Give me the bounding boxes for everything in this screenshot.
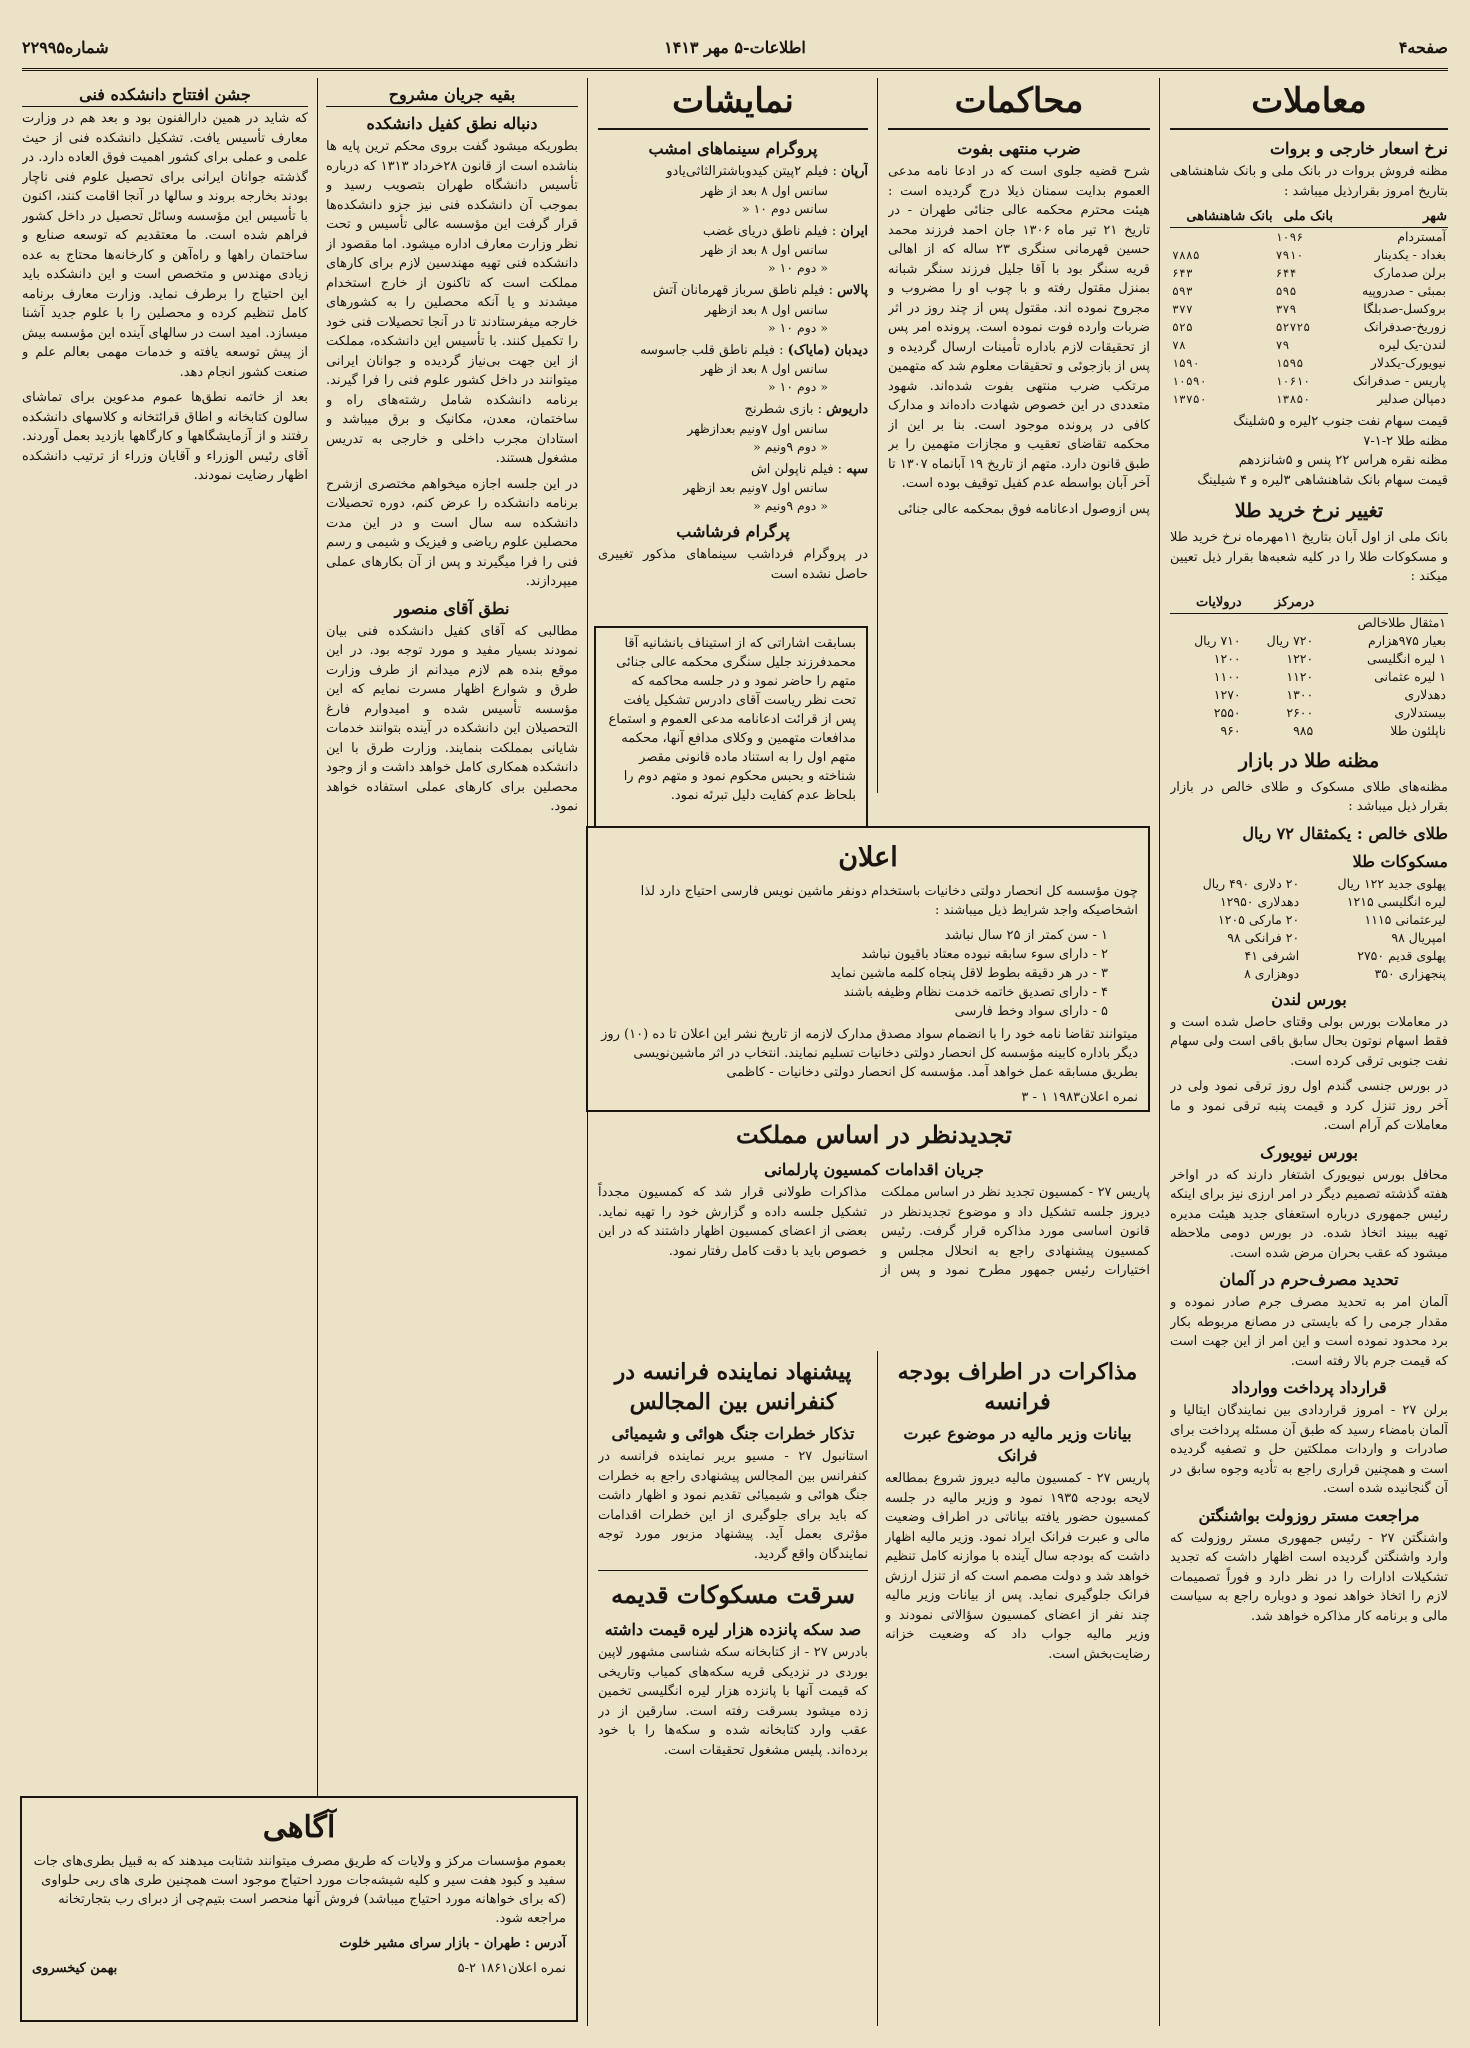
bazaar-title: مظنه طلا در بازار (1238, 749, 1380, 772)
notice-title: آگاهی (262, 1810, 336, 1845)
page-number: صفحه۴ (1398, 37, 1448, 57)
talks-subtitle: بیانات وزیر مالیه در موضوع عبرت فرانک (903, 1424, 1132, 1465)
gold-center (1243, 613, 1316, 632)
rate-city: بمبئی - صدروپیه (1361, 283, 1446, 298)
cinema-time: « دوم ۹ونیم « (753, 438, 828, 454)
rate-melli: ۳۷۹ (1275, 302, 1297, 316)
coin-price: دوهزاری ۸ (1244, 965, 1300, 981)
coin-row (1170, 947, 1448, 965)
cinema-name: دیدبان (مایاک) (787, 342, 868, 358)
gold-item: دهدلاری (1404, 686, 1446, 702)
theft-text: بادرس ۲۷ - از کتابخانه سکه شناسی مشهور لاپین بوردی در نزدیکی قریه سکه‌های کمیاب وتاریخی که قیمت آنها با پانزده هزار لیره انگلیسی تخمین زده میشود بسرقت رفته است. سارقین از در عقب وارد کتابخانه شده و سکه‌ها را با خود برده‌اند. پلیس مشغول تحقیقات است. (598, 1645, 868, 1758)
trade-section-title: معاملات (1170, 78, 1448, 130)
continuation-column (326, 78, 578, 1778)
rates-row (1170, 372, 1448, 390)
proposal-title: پیشنهاد نماینده فرانسه در کنفرانس بین المجالس (614, 1359, 852, 1415)
proposal-text: استانبول ۲۷ - مسیو بریر نماینده فرانسه در کنفرانس بین المجالس پیشنهادی راجع به خطرات جنگ هوائی و شیمیائی تقدیم نمود و اظهار داشت که باید برای جلوگیری از این خطرات اقدامات مؤثری بعمل آید. پیشنهاد مزبور مورد توجه نمایندگان واقع گردید. (598, 1449, 868, 1562)
cinema-time: « دوم ۱۰ « (768, 319, 828, 335)
london-text: در معاملات بورس بولی وقتای حاصل شده است و فقط اسهام نوتون بحال سابق باقی است ولی سهام نفت جنوبی ترقی کرده است. (1170, 1014, 1448, 1069)
cinema-time: سانس اول ۸ بعد از ظهر (700, 182, 828, 198)
rate-shahanshahi (1170, 228, 1274, 247)
speech-title: نطق آقای منصور (394, 598, 510, 618)
rate-city: نیویورک-یکدلار (1370, 355, 1446, 370)
gold-row (1170, 722, 1448, 740)
rates-row (1170, 228, 1448, 247)
program-title: پروگرام سینماهای امشب (648, 139, 818, 158)
rate-city: بغداد - یکدینار (1374, 247, 1446, 262)
rate-melli: ۱۰۹۶ (1275, 230, 1304, 244)
gold-provinces: ۱۲۰۰ (1213, 650, 1241, 666)
rates-row (1170, 318, 1448, 336)
rates-title: نرخ اسعار خارجی و بروات (1269, 139, 1448, 158)
gold-item: ۱مثقال طلاخالص (1357, 614, 1446, 630)
cinema-name: آرپان (840, 164, 868, 179)
column-rule (877, 1351, 878, 2026)
cinema-entry: دیدبان (مایاک) : فیلم ناطق قلب جاسوسه سانس اول ۸ بعد از ظهر « دوم ۱۰ « (598, 341, 868, 397)
notice-number: نمره اعلان۱۸۶۱ ۲-۵ (457, 1961, 566, 1976)
return-text: واشنگتن ۲۷ - رئیس جمهوری مستر روزولت که وارد واشنگتن گردیده است اظهار داشت که تجدید تشکیلات ادارات را در نظر دارد و فوراً تصمیمات لازم را اتخاذ خواهد نمود و دوباره راجع به سیاست مالی و برنامه کار مذاکره خواهد شد. (1170, 1530, 1448, 1624)
ad-item: ۱ - سن کمتر از ۲۵ سال نباشد (944, 928, 1108, 943)
rate-shahanshahi: ۵۲۵ (1172, 320, 1193, 334)
rate-melli: ۱۰۶۱۰ (1275, 374, 1311, 388)
rate-melli: ۵۲۷۲۵ (1275, 320, 1311, 334)
gold-center: ۷۲۰ ریال (1266, 632, 1314, 648)
coins-table (1170, 875, 1448, 983)
newspaper-page (22, 26, 1448, 2026)
cinema-entry: ایران : فیلم ناطق دریای غضب سانس اول ۸ بعد از ظهر « دوم ۱۰ « (598, 222, 868, 278)
bazaar-text: مظنه‌های طلای مسکوک و طلای خالص در بازار بقرار ذیل میباشد : (1170, 779, 1448, 814)
coin-price: پهلوی جدید ۱۲۲ ریال (1337, 875, 1446, 891)
coin-row (1170, 893, 1448, 911)
gold-provinces: ۲۵۵۰ (1213, 704, 1241, 720)
cinema-time: سانس دوم ۱۰ « (741, 200, 828, 216)
cinema-time: « دوم ۱۰ « (768, 379, 828, 394)
opening-text-2: بعد از خاتمه نطق‌ها عموم مدعوین برای تماشای سالون کتابخانه و اطاق قرائتخانه و کلاسهای دانشکده رفتند و از آزمایشگاهها و کارگاهها بازدید بعمل آوردند. آقای رئیس الوزراء و آقایان وزراء از ترتیب دانشکده اظهار رضایت نمودند. (22, 390, 308, 483)
theft-subtitle: صد سکه پانزده هزار لیره قیمت داشته (604, 1620, 862, 1639)
cinema-film: فیلم ناپولن اش (750, 461, 834, 477)
rates-header: بانک شاهنشاهی (1170, 207, 1274, 228)
revision-text: پاریس ۲۷ - کمسیون تجدید نظر در اساس مملکت دیروز جلسه تشکیل داد و موضوع تجدیدنظر در قانون اساسی مورد مذاکره قرار گرفت. رئیس کمسیون پیشنهادی راجع به انحلال مجلس و اختیارات رئیس جمهور مطرح نمود و پس از مذاکرات طولانی قرار شد که کمسیون مجدداً تشکیل جلسه داده و گزارش خود را تهیه نماید. بعضی از اعضای کمسیون اظهار داشتند که در این خصوص باید با دقت کامل رفتار نمود. (598, 1185, 1150, 1278)
coin-price: دهدلاری ۱۲۹۵۰ (1219, 893, 1300, 909)
rate-city: دمپالن صدلیر (1377, 391, 1446, 406)
rates-row (1170, 282, 1448, 300)
shows-column (598, 78, 868, 618)
gold-item: ناپلئون طلا (1390, 722, 1446, 738)
gold-provinces (1170, 613, 1243, 632)
opening-column (22, 78, 308, 1778)
return-title: مراجعت مستر روزولت بواشنگتن (1198, 1505, 1420, 1525)
masthead (22, 26, 1448, 71)
coin-price: پنجهزاری ۳۵۰ (1374, 965, 1446, 981)
verdict-box (594, 626, 868, 832)
gold-provinces: ۱۲۷۰ (1213, 686, 1241, 702)
case-title: ضرب منتهی بفوت (957, 139, 1081, 158)
gold-row (1170, 632, 1448, 650)
rate-shahanshahi: ۷۸۸۵ (1172, 248, 1200, 262)
coin-price: ۲۰ مارکی ۱۲۰۵ (1218, 911, 1300, 927)
ad-tail: میتوانند تقاضا نامه خود را با انضمام سواد مصدق مدارک لازمه از تاریخ نشر این اعلان تا ده (۱۰) روز دیگر باداره کابینه مؤسسه کل انحصار دولتی دخانیات تسلیم نمایند. انتخاب در اثر ماشین‌نویسی بطریق مسابقه عمل خواهد آمد. مؤسسه کل انحصار دولتی دخانیات - کاظمی (601, 1027, 1138, 1080)
silver-line: مظنه نقره هراس ۲۲ پنس و ۵شانزدهم (1238, 453, 1448, 468)
ad-number: نمره اعلان۱۹۸۳ ۱ - ۳ (1021, 1090, 1138, 1105)
newyork-text: محافل بورس نیویورک اشتغار دارند که در اواخر هفته گذشته تصمیم دیگر در امر ارزی نیز برای اینکه رئیس جمهوری درباره استعفای جدید هیئت مدیره تهیه ببیند اتخاذ شده. در بورس دومی ملاحظه میشود که عقب بحران مرض شده است. (1170, 1167, 1448, 1261)
ad-box (586, 826, 1150, 1112)
rate-melli: ۶۴۴ (1275, 266, 1297, 280)
coin-row (1170, 929, 1448, 947)
coin-row (1170, 911, 1448, 929)
talks-title: مذاکرات در اطراف بودجه فرانسه (897, 1359, 1138, 1415)
rate-melli: ۱۵۹۵ (1275, 356, 1304, 370)
cinema-list (598, 162, 868, 515)
rate-shahanshahi: ۱۳۷۵۰ (1172, 392, 1207, 406)
revision-title: تجدیدنظر در اساس مملکت (736, 1120, 1012, 1149)
cinema-time: سانس اول ۸ بعد از ظهر (700, 242, 828, 257)
theft-title: سرقت مسکوکات قدیمه (611, 1580, 855, 1609)
rate-melli: ۷۹ (1275, 338, 1290, 352)
gold-row (1170, 704, 1448, 722)
rate-shahanshahi: ۷۸ (1172, 338, 1186, 352)
revision-article (598, 1111, 1150, 1341)
rates-intro: مظنه فروش بروات در بانک ملی و بانک شاهنشاهی بتاریخ امروز بقرارذیل میباشد : (1170, 164, 1448, 199)
trade-column (1170, 78, 1448, 2026)
gold-center: ۱۳۰۰ (1286, 686, 1314, 702)
berlin-text: آلمان امر به تحدید مصرف جرم صادر نموده و مقدار جرمی را که بایستی در مصانع مربوطه بکار برد محدود نموده است و این امر از این جهت است که قیمت جرم بالا رفته است. (1170, 1295, 1448, 1369)
gold-row (1170, 668, 1448, 686)
column-rule (317, 78, 318, 1838)
talks-article (885, 1351, 1150, 2026)
cinema-name: پالاس (837, 283, 868, 298)
coin-price: پهلوی قدیم ۲۷۵۰ (1357, 947, 1446, 963)
issue-number: شماره۲۲۹۹۵ (22, 37, 109, 57)
cinema-name: ایران (840, 223, 868, 239)
ad-item: ۲ - دارای سوء سابقه نبوده معتاد باقیون نباشد (861, 947, 1108, 962)
gold-center: ۱۱۲۰ (1286, 668, 1314, 684)
cinema-entry: سپه : فیلم ناپولن اش سانس اول ۷ونیم بعد ازظهر « دوم ۹ونیم « (598, 460, 868, 516)
gold-header: درولایات (1170, 593, 1243, 614)
rate-shahanshahi: ۵۹۳ (1172, 284, 1193, 298)
case-end: پس ازوصول ادعانامه فوق بمحکمه عالی جنائی (897, 501, 1150, 517)
cinema-entry: آرپان : فیلم ۲پیتن کیدوباشترالثاثی‌یادو سانس اول ۸ بعد از ظهر سانس دوم ۱۰ « (598, 162, 868, 218)
courts-section-title: محاکمات (888, 78, 1150, 130)
continuation-subtitle: دنباله نطق کفیل دانشکده (366, 114, 538, 133)
notice-signature: بهمن کیخسروی (32, 1961, 118, 1976)
rates-header: شهر (1334, 207, 1448, 228)
ad-item: ۳ - در هر دقیقه بطوط لاقل پنجاه کلمه ماشین نماید (830, 966, 1108, 981)
coins-title: مسکوکات طلا (1352, 851, 1448, 871)
cinema-time: سانس اول ۸ بعد از ظهر (700, 361, 828, 376)
cinema-time: سانس اول ۷ونیم بعد ازظهر (683, 480, 828, 495)
continuation-title: بقیه جریان مشروح (326, 84, 578, 107)
silver-line: مظنه طلا ۲-۱-۷ (1363, 433, 1448, 449)
rates-row (1170, 264, 1448, 282)
rate-city: بروکسل-صدبلگا (1363, 301, 1446, 316)
circus-text: در پروگرام فرداشب سینماهای مذکور تغییری حاصل نشده است (598, 547, 868, 582)
gold-header (1315, 593, 1448, 614)
berlin-title: تحدید مصرف‌حرم در آلمان (1219, 1270, 1399, 1289)
rates-row (1170, 246, 1448, 264)
newyork-title: بورس نیویورک (1260, 1142, 1358, 1162)
london-text-2: در بورس جنسی گندم اول روز ترقی نمود ولی در آخر روز تنزل کرد و قیمت پنبه ترقی نمود و ما معاملات کم آرام است. (1170, 1079, 1448, 1133)
proposal-article (598, 1351, 868, 2026)
opening-title: جشن افتتاح دانشکده فنی (22, 84, 308, 107)
gold-row (1170, 613, 1448, 632)
cinema-entry: پالاس : فیلم ناطق سرباز قهرمانان آتش سانس اول ۸ بعد ازظهر « دوم ۱۰ « (598, 281, 868, 337)
rate-city: لندن-یک لیره (1378, 337, 1446, 352)
coin-price: ۲۰ دلاری ۴۹۰ ریال (1202, 875, 1300, 891)
rate-shahanshahi: ۳۷۷ (1172, 302, 1193, 316)
gold-row (1170, 686, 1448, 704)
coin-price: اشرفی ۴۱ (1244, 947, 1300, 963)
gold-text: بانک ملی از اول آبان بتاریخ ۱۱مهرماه نرخ خرید طلا و مسکوکات طلا را در کلیه شعبه‌ها بقرار ذیل تعیین میکند : (1170, 530, 1448, 584)
coin-price: لیره انگلیسی ۱۲۱۵ (1346, 893, 1446, 909)
rate-melli: ۵۹۵ (1275, 284, 1297, 298)
rate-melli: ۱۳۸۵۰ (1275, 392, 1311, 406)
continuation-text-2: در این جلسه اجازه میخواهم مختصری ازشرح برنامه دانشکده را عرض کنم، دوره تحصیلات دانشکده سه سال است و در این مدت محصلین علوم ریاضی و فیزیک و شیمی و رسم فنی را فرا میگیرند و پس از آن بکارهای عملی میپردازند. (326, 476, 578, 589)
gold-center: ۲۶۰۰ (1286, 704, 1314, 720)
coin-price: ۲۰ فرانکی ۹۸ (1227, 929, 1300, 945)
courts-column (888, 78, 1150, 618)
gold-provinces: ۱۱۰۰ (1213, 668, 1241, 684)
cinema-film: بازی شطرنج (744, 402, 814, 417)
verdict-text: بسابقت اشاراتی که از استیناف بانشانیه آقا محمدفرزند جلیل سنگری محکمه عالی جنائی متهم را حاضر نمود و در جلسه محاکمه که تحت نظر ریاست آقای دادرس تشکیل یافت پس از قرائت ادعانامه مدعی العموم و استماع مدافعات متهمین و وکلای مدافع آنها، محکمه متهم اول را به استناد ماده قانونی مقصر شناخته و بحبس محکوم نمود و متهم دوم را بلحاظ عدم کفایت دلیل تبرئه نمود. (608, 636, 856, 803)
gold-row (1170, 650, 1448, 668)
cinema-film: فیلم ۲پیتن کیدوباشترالثاثی‌یادو (666, 164, 829, 179)
cinema-name: داریوش (826, 402, 868, 417)
notice-text: بعموم مؤسسات مرکز و ولایات که طریق مصرف میتوانند شتابت میدهند که به قبیل بطری‌های جات سفید و کبود هفت سیر و کلیه شیشه‌جات مورد احتیاج موجود است همچنین طری های ربی حلواوی (که برای خواهانه مورد احتیاج میباشد) فروش آنها منحصر است بتیم‌چی از دبرای رب بتجارتخانه مراجعه شود. (33, 1854, 566, 1926)
talks-text: پاریس ۲۷ - کمسیون مالیه دیروز شروع بمطالعه لایحه بودجه ۱۹۳۵ نمود و وزیر مالیه در جلسه کمسیون حضور یافته بیاناتی در اطراف وضعیت مالی و عبرت فرانک ایراد نمود. وزیر مالیه اظهار داشت که بودجه سال آینده با موازنه کامل تنظیم خواهد شد و دولت مصمم است که از تنزل ارزش فرانک جلوگیری نماید. پس از بیانات وزیر مالیه چند نفر از اعضای کمسیون سؤالاتی نمودند و وزیر مالیه جواب داد که وضعیت خزانه رضایت‌بخش است. (885, 1471, 1150, 1662)
gold-item: بیستدلاری (1394, 704, 1446, 720)
masthead-date: اطلاعات-۵ مهر ۱۴۱۳ (664, 37, 806, 57)
opening-text: که شاید در همین دارالفنون بود و بعد هم در وزارت معارف تأسیس یافت. تشکیل دانشکده فنی از حیث علمی و عملی برای کشور اهمیت فوق العاده دارد. در گذشته جوانان ایرانی برای تحصیل علوم فنی ناچار بودند بخارجه بروند و سالها در آنجا اقامت کنند، اکنون با تأسیس این مؤسسه وسائل تحصیل در داخل کشور فراهم شده است. ما معتقدیم که توسعه صنایع و ساختمان راهها و راه‌آهن و کارخانه‌ها محتاج به عده زیادی مهندس و متخصص است و این دانشکده باید این احتیاج را برطرف نماید. وزارت معارف برنامه کامل تنظیم کرده و محصلین را با علوم جدید آشنا میسازد. امید است در سالهای آینده این مؤسسه بیش از پیش توسعه یافته و خدمات مهمی بعالم علم و صنعت کشور انجام دهد. (22, 111, 308, 380)
gold-provinces: ۷۱۰ ریال (1194, 632, 1241, 648)
rates-header: بانک ملی (1274, 207, 1334, 228)
rate-shahanshahi: ۶۴۳ (1172, 266, 1193, 280)
coin-row (1170, 965, 1448, 983)
speech-text: مطالبی که آقای کفیل دانشکده فنی بیان نمودند بسیار مفید و مورد توجه بود. در این موقع بنده هم لازم میدانم از طرف وزارت طرق و شوارع اظهار مسرت نمایم که این مؤسسه تأسیس شده و امیدوارم فارغ التحصیلان این دانشکده در آینده بتوانند خدمات شایانی بمملکت بنمایند. وزارت طرق با این دانشکده همکاری کامل خواهد داشت و از وجود محصلین برای کارهای عملی استفاده خواهد نمود. (326, 623, 578, 814)
gold-item: ۱ لیره انگلیسی (1366, 650, 1446, 666)
notice-box (20, 1796, 578, 2022)
cinema-entry: داریوش : بازی شطرنج سانس اول ۷ونیم بعدازظهر « دوم ۹ونیم « (598, 400, 868, 456)
rate-city: آمستردام (1397, 229, 1446, 244)
rates-row (1170, 336, 1448, 354)
cinema-film: فیلم ناطق سرباز قهرمانان آتش (652, 283, 825, 298)
gold-item: بعیار ۹۷۵هزارم (1367, 632, 1446, 648)
rates-row (1170, 300, 1448, 318)
circus-title: پرگرام فرشاشب (676, 522, 790, 541)
rate-shahanshahi: ۱۵۹۰ (1172, 356, 1200, 370)
rate-city: زوریخ-صدفرانک (1363, 319, 1446, 334)
gold-table (1170, 593, 1448, 740)
pure-gold: طلای خالص : یکمثقال ۷۲ ریال (1242, 823, 1448, 843)
cinema-time: « دوم ۱۰ « (768, 260, 828, 275)
ad-item: ۴ - دارای تصدیق خاتمه خدمت نظام وظیفه باشند (843, 985, 1108, 1000)
cinema-time: « دوم ۹ونیم « (753, 498, 828, 513)
cinema-film: فیلم ناطق دریای غضب (702, 223, 828, 239)
column-rule (1159, 78, 1160, 2026)
cinema-time: سانس اول ۷ونیم بعدازظهر (687, 420, 828, 436)
column-rule (877, 78, 878, 793)
gold-title: تغییر نرخ خرید طلا (1234, 500, 1384, 522)
rates-row (1170, 354, 1448, 372)
silver-line: قیمت سهام نفت جنوب ۲لیره و ۵شلینگ (1233, 414, 1448, 429)
rates-table (1170, 207, 1448, 408)
gold-item: ۱ لیره عثمانی (1374, 668, 1446, 684)
london-title: بورس لندن (1271, 989, 1347, 1009)
gold-header: درمرکز (1243, 593, 1316, 614)
rate-shahanshahi: ۱۰۵۹۰ (1172, 374, 1207, 388)
ad-item: ۵ - دارای سواد وخط فارسی (954, 1004, 1108, 1019)
gold-center: ۱۲۲۰ (1286, 650, 1314, 666)
case-text: شرح قضیه جلوی است که در ادعا نامه مدعی العموم بدایت سمنان ذیلا درج گردیده است : هیئت محترم محکمه عالی جنائی طهران - در تاریخ ۲۱ تیر ماه ۱۳۰۶ جان احمد فرزند محمد حسین قهرمانی سنگری ۲۳ ساله که از اهالی قریه سنگر بود با آقا جلیل فرزند سنگر شبانه بمنزل مقتول رفته و با چوب او را مضروب و مجروح نموده اند. مقتول پس از چند روز در اثر ضربات وارده فوت نموده است. پرونده امر پس از تحقیقات لازم باداره تأمینات ارسال گردیده و پس از بازجوئی و تحقیقات معلوم شد که متهمین مرتکب ضرب منتهی بفوت شده‌اند. شهود متعددی در این خصوص شهادت داده‌اند و مدارک کافی در پرونده موجود است. بنا بر این از محکمه تقاضای تعقیب و مجازات متهمین را بر طبق قانون دارد. متهم از تاریخ ۱۹ آبانماه ۱۳۰۷ تا آخر آبان بواسطه عدم کفیل توقیف بوده است. (888, 164, 1150, 491)
coin-price: امپریال ۹۸ (1391, 929, 1446, 945)
cinema-name: سپه (846, 461, 868, 477)
coin-row (1170, 875, 1448, 893)
ad-title: اعلان (838, 842, 898, 873)
ad-text: چون مؤسسه کل انحصار دولتی دخانیات باستخدام دونفر ماشین نویس فارسی احتیاج دارد لذا اشخاصیکه واجد شرایط ذیل میباشند : (640, 884, 1138, 918)
contract-title: قرارداد پرداخت ووارداد (1231, 1378, 1387, 1397)
proposal-subtitle: تذکار خطرات جنگ هوائی و شیمیائی (611, 1424, 855, 1443)
rate-melli: ۷۹۱۰ (1275, 248, 1304, 262)
gold-provinces: ۹۶۰ (1220, 722, 1241, 738)
cinema-time: سانس اول ۸ بعد ازظهر (704, 301, 828, 317)
continuation-text: بطوریکه میشود گفت بروی محکم ترین پایه ها بناشده است از قانون ۲۸خرداد ۱۳۱۳ که درباره تأسیس دانشگاه طهران بتصویب رسید و بموجب آن دانشکده فنی نیز جزو دانشکده‌ها قرار گرفت این مؤسسه عالی تأسیس و تحت نظر وزارت معارف اداره میشود. اما مقصود از دانشکده فنی تهیه مهندسین لازم برای کارهای مملکت است که تاکنون از خارج استخدام میشدند و یا آنکه محصلین را به کشورهای خارجه میفرستادند تا در آنجا تحصیلات فنی خود را تکمیل کنند. با تأسیس این دانشکده، مملکت از این جهت بی‌نیاز گردیده و جوانان ایرانی میتوانند در داخل کشور علوم فنی را فرا گیرند. برنامه دانشکده شامل رشته‌های راه و ساختمان، معدن، مکانیک و برق میباشد و استادان مجرب داخلی و خارجی به تدریس مشغول هستند. (326, 139, 578, 466)
contract-text: برلن ۲۷ - امروز قراردادی بین نمایندگان ایتالیا و آلمان بامضاء رسید که طبق آن مسئله پرداخت برای صادرات و واردات مملکتین حل و تصفیه گردیده است و همچنین قراری راجع به تأدیه وجوه سابق در آن گنجانیده شده است. (1170, 1403, 1448, 1496)
shows-section-title: نمایشات (598, 78, 868, 130)
coin-price: لیرعثمانی ۱۱۱۵ (1364, 911, 1446, 927)
revision-subtitle: جریان اقدامات کمسیون پارلمانی (764, 1160, 984, 1179)
rates-row (1170, 390, 1448, 408)
cinema-film: فیلم ناطق قلب جاسوسه (640, 342, 776, 358)
rate-city: پاریس - صدفرانک (1352, 373, 1446, 388)
rate-city: برلن صدمارک (1373, 265, 1446, 280)
notice-address: آدرس : طهران - بازار سرای مشیر خلوت (339, 1936, 566, 1951)
gold-center: ۹۸۵ (1293, 722, 1314, 738)
silver-line: قیمت سهام بانک شاهنشاهی ۳لیره و ۴ شیلینگ (1197, 472, 1448, 488)
